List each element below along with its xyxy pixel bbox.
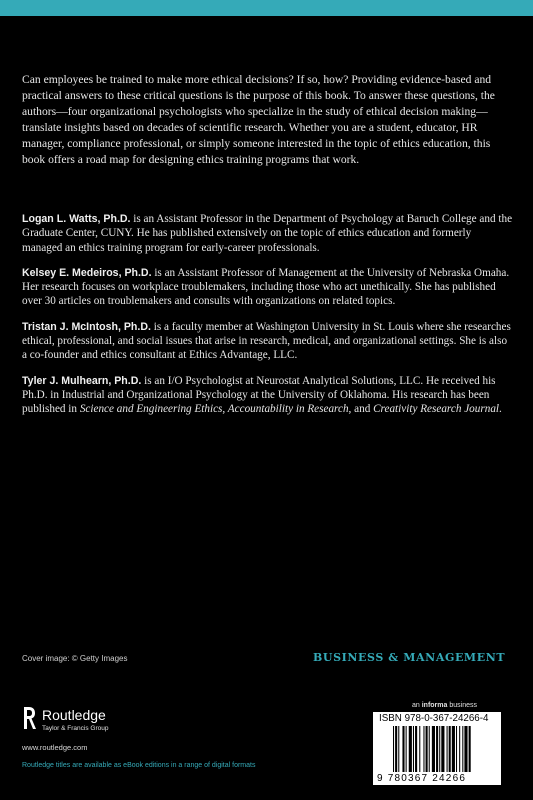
barcode-bar: [441, 726, 444, 772]
barcode-bar: [395, 726, 397, 772]
barcode-bar: [413, 726, 414, 772]
barcode-bar: [409, 726, 412, 772]
barcode-panel: [373, 712, 501, 785]
barcode-bar: [419, 726, 420, 772]
publisher-name: Routledge: [42, 707, 106, 723]
author-name: Kelsey E. Medeiros, Ph.D.: [22, 266, 152, 279]
barcode-bar: [456, 726, 457, 772]
barcode-bar: [426, 726, 428, 772]
author-name: Tyler J. Mulhearn, Ph.D.: [22, 374, 142, 387]
barcode-bar: [452, 726, 455, 772]
author-bio-end: .: [499, 403, 502, 416]
author-bio-text: is an Assistant Professor in the Department of Psychology at Baruch College and the Graduate Center, CUNY. He has published extensively on the topic of ethics education and formerly managed an ethics training program for early-career professionals.: [22, 213, 513, 254]
barcode-bar: [423, 726, 424, 772]
barcode-bar: [429, 726, 430, 772]
cover-image-credit: Cover image: © Getty Images: [22, 654, 128, 663]
subject-category: BUSINESS & MANAGEMENT: [313, 651, 506, 664]
bottom-strip: [0, 790, 533, 800]
barcode-bar: [432, 726, 435, 772]
publisher-group: Taylor & Francis Group: [42, 725, 109, 732]
author-bio-watts: [22, 212, 514, 255]
back-cover-blurb: Can employees be trained to make more ethical decisions? If so, how? Providing evidence-based and practical answers to these critical questions is the purpose of this book. To answer these questions, the authors—four organizational psychologists who specialize in the study of ethical decision making—translate insights based on decades of scientific research. Whether you are a student, educator, HR manager, compliance professional, or simply someone interested in the topic of ethics education, this book offers a road map for designing ethics training programs that work.: [22, 73, 495, 166]
author-bio-text: is an I/O Psychologist at Neurostat Analytical Solutions, LLC. He received his Ph.D. in Industrial and Organizational Psychology at the University of Oklahoma. His research has been published in: [22, 374, 496, 416]
author-bio-medeiros: [22, 266, 514, 309]
barcode-bar: [398, 726, 399, 772]
barcode-bar: [447, 726, 448, 772]
author-bio-mulhearn: [22, 374, 514, 417]
author-bio-mcintosh: [22, 320, 514, 363]
isbn-text: ISBN 978-0-367-24266-4: [379, 713, 489, 724]
barcode-bar: [469, 726, 471, 772]
informa-prefix: an: [412, 702, 422, 709]
barcode-bar: [449, 726, 451, 772]
author-bio-text: is an Assistant Professor of Management at the University of Nebraska Omaha. Her research focuses on workplace troublemakers, including those who act unethically. She has published over 30 articles on troublemakers and consults with organizations on related topics.: [22, 266, 510, 308]
barcode-bar: [436, 726, 438, 772]
barcode-number: 9 780367 24266: [377, 773, 467, 784]
informa-suffix: business: [447, 702, 477, 709]
barcode-bar: [464, 726, 467, 772]
journal-names: Science and Engineering Ethics, Accountability in Research,: [79, 403, 352, 416]
routledge-logo: [22, 706, 152, 736]
author-bio-text: is a faculty member at Washington University in St. Louis where she researches ethical, professional, and social issues that arise in research, medical, and organizational settings. She is also a co-founder and ethics consultant at Ethics Advantage, LLC.: [22, 320, 511, 362]
barcode-bar: [402, 726, 404, 772]
informa-brand: informa: [421, 702, 448, 709]
barcode-bar: [462, 726, 463, 772]
barcode-bar: [415, 726, 417, 772]
journal-name-last: Creativity Research Journal: [373, 403, 500, 416]
top-accent-bar: [0, 0, 533, 16]
ebook-note: Routledge titles are available as eBook editions in a range of digital formats: [22, 762, 256, 769]
barcode-bar: [439, 726, 440, 772]
publisher-url[interactable]: www.routledge.com: [22, 743, 88, 752]
barcode-bar: [406, 726, 407, 772]
author-bios: [22, 212, 514, 428]
routledge-r-icon: [22, 706, 36, 730]
informa-business-tag: [412, 702, 477, 709]
barcode-bar: [393, 726, 394, 772]
author-name: Logan L. Watts, Ph.D.: [22, 213, 131, 225]
barcode-bar: [459, 726, 460, 772]
author-bio-text-conjunction: and: [351, 403, 374, 416]
author-name: Tristan J. McIntosh, Ph.D.: [22, 320, 151, 333]
barcode-icon: [393, 726, 495, 772]
